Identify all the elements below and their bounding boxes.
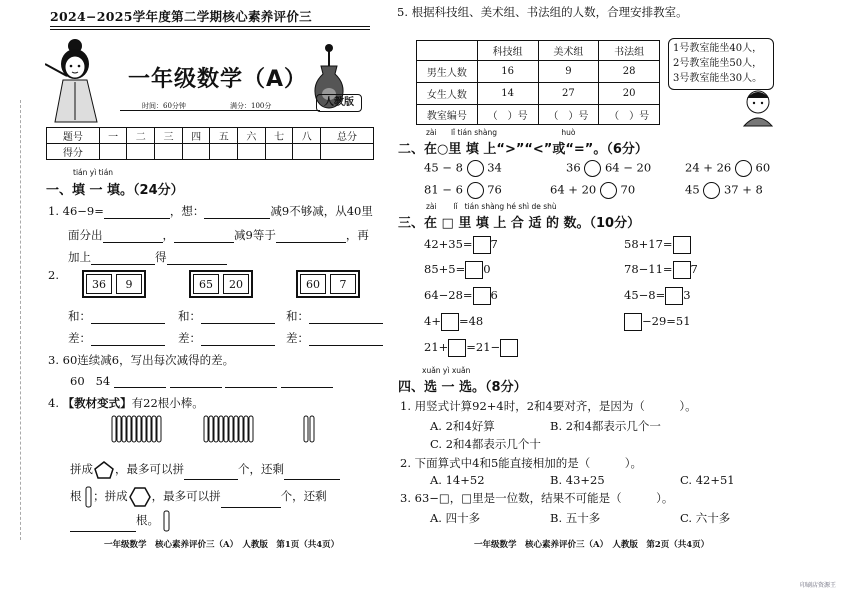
exam-header-title: 2024−2025学年度第二学期核心素养评价三 — [50, 9, 312, 24]
compare-item: 45 − 8 34 — [424, 160, 502, 177]
blank[interactable] — [174, 233, 234, 243]
he-row-1: 和： — [68, 308, 165, 324]
score-input[interactable] — [321, 144, 374, 160]
score-input[interactable] — [127, 144, 155, 160]
s1-q4: 4. 【教材变式】有22根小棒。 — [48, 396, 204, 410]
s5-question: 5. 根据科技组、美术组、书法组的人数，合理安排教室。 — [397, 5, 688, 19]
blank[interactable] — [204, 209, 270, 219]
score-table-cell: 得分 — [47, 144, 100, 160]
score-input[interactable] — [155, 144, 183, 160]
blank[interactable] — [276, 233, 346, 243]
compare-item: 81 − 6 76 — [424, 182, 502, 199]
blank[interactable] — [91, 255, 155, 265]
s4-title: 四、选 一 选。（8分） — [398, 380, 527, 395]
blank[interactable] — [114, 378, 166, 388]
score-input[interactable] — [265, 144, 293, 160]
fill-box-item: 85+5= 0 — [424, 261, 491, 279]
s2-title: 二、在○里 填 上“>”“<”或“=”。（6分） — [398, 142, 648, 157]
blank[interactable] — [170, 378, 222, 388]
answer-box[interactable] — [673, 236, 691, 254]
blank[interactable] — [281, 378, 333, 388]
footer-right: 一年级数学 核心素养评价三（A） 人教版 第2页（共4页） — [474, 540, 710, 550]
compare-item: 36 64 − 20 — [566, 160, 651, 177]
score-table-cell: 三 — [155, 128, 183, 144]
s1-title: 一、填 一 填。（24分） — [46, 183, 184, 198]
score-input[interactable] — [293, 144, 321, 160]
score-table-cell: 七 — [265, 128, 293, 144]
compare-circle[interactable] — [735, 160, 752, 177]
s4-q3: 3. 63−□，□里是一位数，结果不可能是（ ）。 — [400, 491, 674, 505]
score-table — [46, 127, 374, 160]
s1-q4-line3: 根。 — [70, 510, 171, 532]
score-input[interactable] — [210, 144, 238, 160]
compare-circle[interactable] — [467, 160, 484, 177]
fill-box-item: 45−8= 3 — [624, 287, 691, 305]
option-a[interactable]: A. 2和4好算 — [430, 419, 495, 433]
s3-pinyin: zài lǐ tián shàng hé shì de shù — [426, 202, 557, 211]
compare-circle[interactable] — [584, 160, 601, 177]
sticks-illustration — [104, 414, 334, 446]
subject-title: 一年级数学（A） — [128, 67, 308, 92]
exam-time: 时间：60分钟 — [142, 102, 186, 110]
blank[interactable] — [103, 233, 163, 243]
option-c[interactable]: C. 2和4都表示几个十 — [430, 437, 541, 451]
speech-bubble: 1号教室能坐40人， 2号教室能坐50人， 3号教室能坐30人。 — [668, 38, 774, 90]
s1-q1-line3: 加上 得 — [68, 249, 227, 265]
s1-q2-num: 2. — [48, 268, 59, 282]
score-table-cell: 题号 — [47, 128, 100, 144]
he-row-3: 和： — [286, 308, 383, 324]
full-score: 满分：100分 — [230, 102, 272, 110]
compare-item: 45 37 + 8 — [685, 182, 763, 199]
s1-q3-answers: 60 54 — [70, 374, 333, 388]
score-table-cell: 四 — [182, 128, 210, 144]
blank[interactable] — [91, 314, 165, 324]
option-a[interactable]: A. 14+52 — [430, 473, 485, 487]
score-table-cell: 二 — [127, 128, 155, 144]
stick-icon — [163, 510, 171, 532]
s2-pinyin: zài lǐ tián shàng huò — [426, 128, 576, 137]
option-b[interactable]: B. 五十多 — [550, 511, 601, 525]
fill-box-item: 58+17= — [624, 236, 691, 254]
option-b[interactable]: B. 2和4都表示几个一 — [550, 419, 661, 433]
fill-box-item: −29=51 — [624, 313, 691, 331]
stick-icon — [85, 486, 93, 508]
fill-box-item: 78−11= 7 — [624, 261, 698, 279]
edition-badge: 人教版 — [316, 94, 362, 112]
compare-circle[interactable] — [703, 182, 720, 199]
blank[interactable] — [91, 336, 165, 346]
number-card: 65 20 — [189, 270, 253, 298]
cha-row-2: 差： — [178, 330, 275, 346]
classroom-table: 科技组 美术组 书法组 男生人数 16 9 28 女生人数 14 27 20 教室编号 （ ）号 （ ）号 （ ）号 — [416, 40, 660, 125]
he-row-2: 和： — [178, 308, 275, 324]
answer-box[interactable] — [448, 339, 466, 357]
s3-title: 三、在 □ 里 填 上 合 适 的 数。（10分） — [398, 216, 641, 231]
compare-item: 64 + 20 70 — [550, 182, 635, 199]
s4-q1: 1. 用竖式计算92+4时，2和4要对齐，是因为（ ）。 — [400, 399, 697, 413]
pentagon-icon — [93, 460, 115, 480]
score-table-cell: 五 — [210, 128, 238, 144]
answer-box[interactable] — [673, 261, 691, 279]
score-table-cell: 总分 — [321, 128, 374, 144]
number-card: 60 7 — [296, 270, 360, 298]
compare-circle[interactable] — [467, 182, 484, 199]
compare-circle[interactable] — [600, 182, 617, 199]
blank[interactable] — [221, 498, 281, 508]
blank[interactable] — [309, 314, 383, 324]
s1-pinyin: tián yì tián — [73, 168, 114, 177]
s1-q4-line2: 根 ；拼成 ，最多可以拼 个，还剩 — [70, 486, 327, 508]
s1-q3: 3. 60连续减6，写出每次减得的差。 — [48, 353, 235, 367]
answer-box[interactable] — [665, 287, 683, 305]
s1-q1-line2: 面分出 ， 减9等于 ，再 — [68, 228, 369, 242]
watermark: 印刷店资源王 — [800, 582, 837, 589]
answer-box[interactable] — [500, 339, 518, 357]
blank[interactable] — [201, 336, 275, 346]
fill-box-item: 21+ =21− — [424, 339, 518, 357]
hexagon-icon — [128, 486, 152, 508]
score-input[interactable] — [238, 144, 266, 160]
cha-row-3: 差： — [286, 330, 383, 346]
blank[interactable] — [70, 522, 136, 532]
answer-box[interactable] — [473, 236, 491, 254]
fill-box-item: 42+35= 7 — [424, 236, 498, 254]
girl-illustration — [45, 34, 115, 124]
option-a[interactable]: A. 四十多 — [430, 511, 481, 525]
blank[interactable] — [284, 470, 340, 480]
blank[interactable] — [225, 378, 277, 388]
s4-pinyin: xuǎn yì xuǎn — [422, 366, 471, 375]
compare-item: 24 + 26 60 — [685, 160, 770, 177]
option-b[interactable]: B. 43+25 — [550, 473, 605, 487]
number-card: 36 9 — [82, 270, 146, 298]
answer-box[interactable] — [441, 313, 459, 331]
fill-box-item: 4+ =48 — [424, 313, 483, 331]
answer-box[interactable] — [473, 287, 491, 305]
s1-q1-line1: 1. 46−9= ，想： 减9不够减，从40里 — [48, 204, 373, 218]
answer-box[interactable] — [465, 261, 483, 279]
boy-illustration — [738, 86, 778, 128]
blank[interactable] — [309, 336, 383, 346]
option-c[interactable]: C. 六十多 — [680, 511, 731, 525]
answer-box[interactable] — [624, 313, 642, 331]
option-c[interactable]: C. 42+51 — [680, 473, 735, 487]
footer-left: 一年级数学 核心素养评价三（A） 人教版 第1页（共4页） — [104, 540, 340, 550]
blank[interactable] — [104, 209, 170, 219]
cha-row-1: 差： — [68, 330, 165, 346]
blank[interactable] — [201, 314, 275, 324]
blank[interactable] — [167, 255, 227, 265]
fill-box-item: 64−28= 6 — [424, 287, 498, 305]
score-input[interactable] — [99, 144, 127, 160]
score-table-cell: 一 — [99, 128, 127, 144]
score-table-cell: 六 — [238, 128, 266, 144]
s4-q2: 2. 下面算式中4和5能直接相加的是（ ）。 — [400, 456, 643, 470]
blank[interactable] — [184, 470, 238, 480]
score-table-cell: 八 — [293, 128, 321, 144]
s1-q4-line1: 拼成 ，最多可以拼 个，还剩 — [70, 460, 340, 480]
score-input[interactable] — [182, 144, 210, 160]
